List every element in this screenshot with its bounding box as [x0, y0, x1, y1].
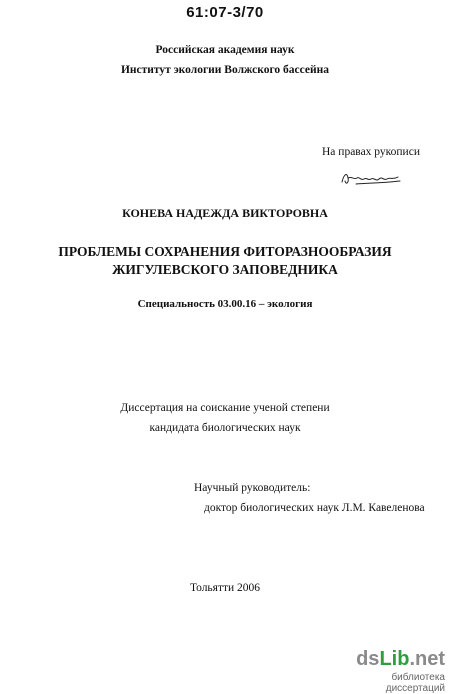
manuscript-note: На правах рукописи	[322, 146, 420, 158]
watermark-tagline: библиотека диссертаций	[385, 672, 445, 694]
supervisor-name: доктор биологических наук Л.М. Кавеленова	[204, 502, 425, 514]
watermark-lib: Lib	[379, 648, 410, 670]
supervisor-label: Научный руководитель:	[194, 482, 311, 494]
organization-line-1: Российская академия наук	[155, 44, 295, 56]
dissertation-title-line-1: ПРОБЛЕМЫ СОХРАНЕНИЯ ФИТОРАЗНООБРАЗИЯ	[58, 244, 392, 259]
specialty: Специальность 03.00.16 – экология	[137, 298, 313, 310]
watermark-net: .net	[409, 648, 445, 670]
organization-line-2: Институт экологии Волжского бассейна	[120, 64, 329, 76]
degree-line-2: кандидата биологических наук	[149, 422, 301, 434]
catalog-code: 61:07-3/70	[186, 4, 264, 21]
watermark-ds: ds	[356, 648, 380, 670]
author-name: КОНЕВА НАДЕЖДА ВИКТОРОВНА	[122, 206, 328, 220]
watermark-logo	[330, 648, 445, 670]
place-and-year: Тольятти 2006	[189, 582, 261, 594]
degree-line-1: Диссертация на соискание ученой степени	[120, 402, 330, 414]
handwritten-signature	[338, 168, 408, 188]
dslib-watermark	[330, 648, 445, 692]
dissertation-title-line-2: ЖИГУЛЕВСКОГО ЗАПОВЕДНИКА	[112, 262, 338, 277]
